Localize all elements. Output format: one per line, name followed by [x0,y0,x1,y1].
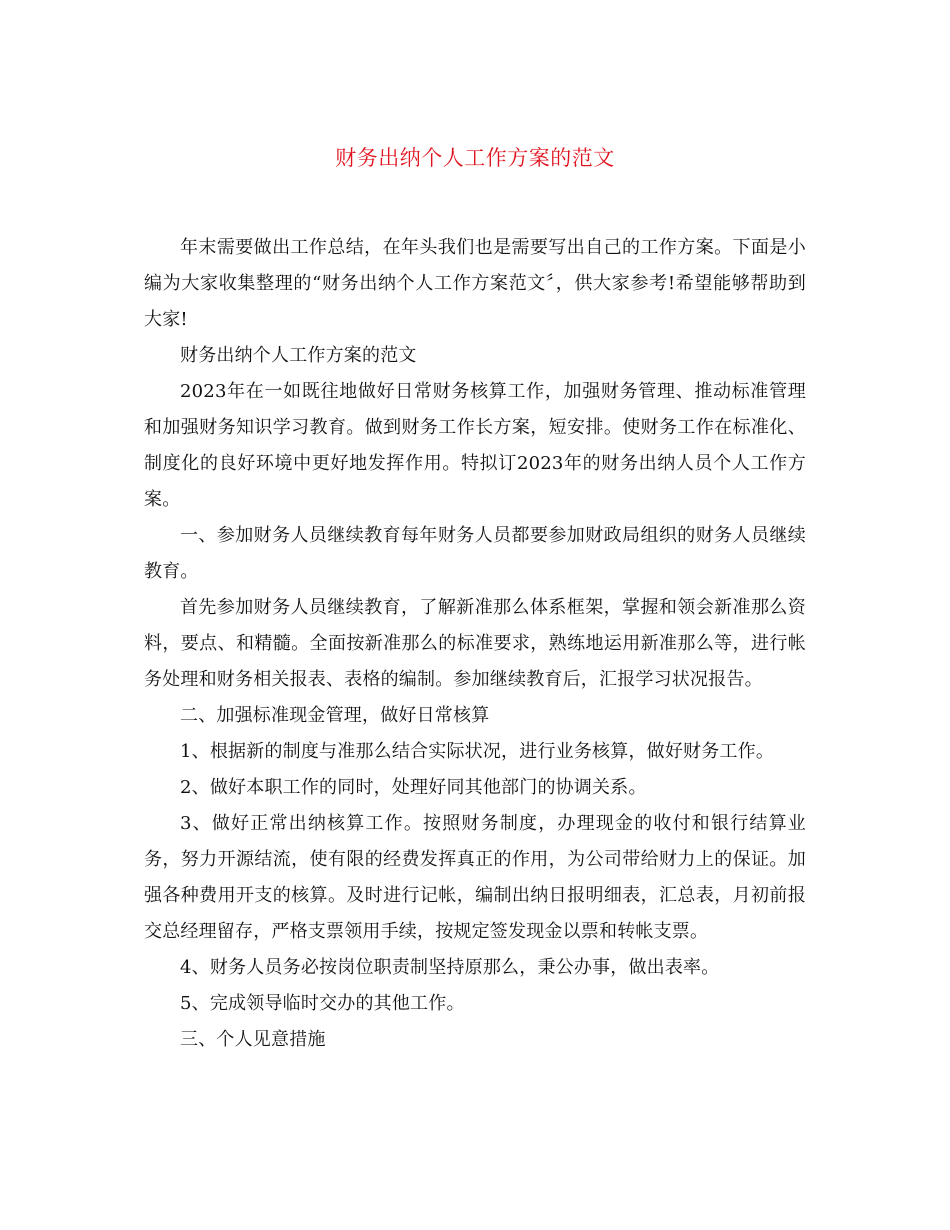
list-item-3: 3、做好正常出纳核算工作。按照财务制度，办理现金的收付和银行结算业务，努力开源结流，使有限的经费发挥真正的作用，为公司带给财力上的保证。加强各种费用开支的核算。及时进行记帐，编制出纳日报明细表，汇总表，月初前报交总经理留存，严格支票领用手续，按规定签发现金以票和转帐支票。 [144,813,806,942]
section-heading-3: 三、个人见意措施 [180,1029,326,1050]
paragraph-section-1: 首先参加财务人员继续教育，了解新准那么体系框架，掌握和领会新准那么资料，要点、和精髓。全面按新准那么的标准要求，熟练地运用新准那么等，进行帐务处理和财务相关报表、表格的编制。参加继续教育后，汇报学习状况报告。 [144,597,806,690]
paragraph-intro: 年末需要做出工作总结，在年头我们也是需要写出自己的工作方案。下面是小编为大家收集整理的“财务出纳个人工作方案范文〞，供大家参考!希望能够帮助到大家! [144,237,806,330]
document-body [144,230,806,1058]
list-item-4: 4、财务人员务必按岗位职责制坚持原那么，秉公办事，做出表率。 [180,957,720,978]
document-title: 财务出纳个人工作方案的范文 [335,146,615,170]
paragraph-subtitle: 财务出纳个人工作方案的范文 [180,345,417,366]
list-item-1: 1、根据新的制度与准那么结合实际状况，进行业务核算，做好财务工作。 [180,741,775,762]
section-heading-2: 二、加强标准现金管理，做好日常核算 [180,705,490,726]
section-heading-1: 一、参加财务人员继续教育每年财务人员都要参加财政局组织的财务人员继续教育。 [144,525,806,582]
list-item-5: 5、完成领导临时交办的其他工作。 [180,993,465,1014]
paragraph-overview: 2023年在一如既往地做好日常财务核算工作，加强财务管理、推动标准管理和加强财务知识学习教育。做到财务工作长方案，短安排。使财务工作在标准化、制度化的良好环境中更好地发挥作用。特拟订2023年的财务出纳人员个人工作方案。 [144,381,806,510]
list-item-2: 2、做好本职工作的同时，处理好同其他部门的协调关系。 [180,777,647,798]
